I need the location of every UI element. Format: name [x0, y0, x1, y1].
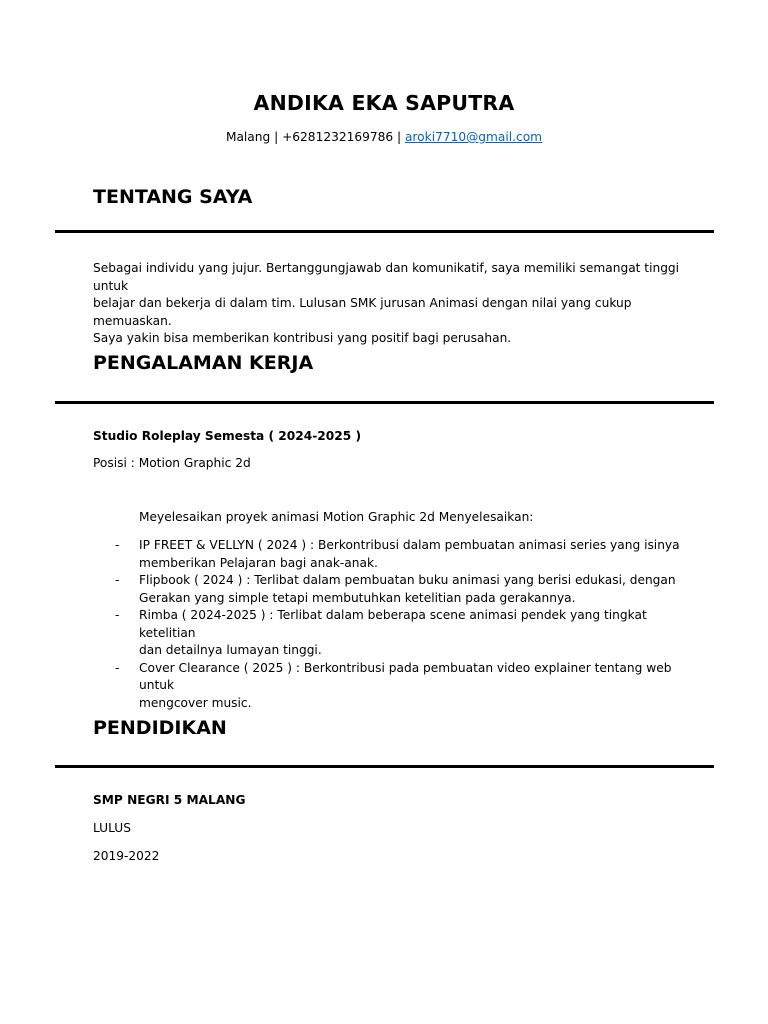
- section-divider: [55, 230, 714, 233]
- education-heading: PENDIDIKAN: [93, 717, 227, 739]
- project-line: Rimba ( 2024-2025 ) : Terlibat dalam beberapa scene animasi pendek yang tingkat ketelitian: [139, 608, 647, 640]
- job-position: Posisi : Motion Graphic 2d: [93, 456, 251, 470]
- contact-location-phone: Malang | +6281232169786 |: [225, 130, 405, 144]
- project-line: dan detailnya lumayan tinggi.: [139, 643, 322, 657]
- education-years: 2019-2022: [93, 849, 160, 863]
- email-link[interactable]: aroki7710@gmail.com: [404, 130, 543, 144]
- section-divider: [55, 765, 714, 768]
- about-line: belajar dan bekerja di dalam tim. Lulusan SMK jurusan Animasi dengan nilai yang cukup memuaskan.: [93, 296, 632, 328]
- experience-heading: PENGALAMAN KERJA: [93, 352, 314, 374]
- list-item: [111, 660, 691, 713]
- experience-intro: Meyelesaikan proyek animasi Motion Graphic 2d Menyelesaikan:: [139, 510, 534, 524]
- project-list: [111, 537, 691, 712]
- list-item: [111, 607, 691, 660]
- about-heading: TENTANG SAYA: [93, 186, 253, 208]
- project-line: mengcover music.: [139, 695, 252, 710]
- project-line: Cover Clearance ( 2025 ) : Berkontribusi pada pembuatan video explainer tentang web untuk: [139, 660, 672, 692]
- about-paragraph: [93, 260, 693, 348]
- bullet-dash: -: [115, 660, 120, 675]
- graduation-status: LULUS: [93, 821, 131, 835]
- about-line: Saya yakin bisa memberikan kontribusi yang positif bagi perusahan.: [93, 331, 512, 345]
- project-line: Flipbook ( 2024 ) : Terlibat dalam pembuatan buku animasi yang berisi edukasi, dengan: [139, 573, 676, 587]
- bullet-dash: -: [115, 608, 120, 622]
- bullet-dash: -: [115, 573, 120, 587]
- list-item: [111, 572, 691, 607]
- project-line: Gerakan yang simple tetapi membutuhkan ketelitian pada gerakannya.: [139, 590, 576, 605]
- section-divider: [55, 401, 714, 404]
- project-line: IP FREET & VELLYN ( 2024 ) : Berkontribusi dalam pembuatan animasi series yang isinya: [139, 538, 680, 552]
- candidate-name: ANDIKA EKA SAPUTRA: [253, 91, 515, 115]
- about-line: Sebagai individu yang jujur. Bertanggungjawab dan komunikatif, saya memiliki semangat tinggi untuk: [93, 261, 680, 293]
- school-name: SMP NEGRI 5 MALANG: [93, 793, 246, 807]
- bullet-dash: -: [115, 538, 120, 552]
- list-item: [111, 537, 691, 572]
- company-name: Studio Roleplay Semesta ( 2024-2025 ): [93, 429, 362, 443]
- contact-line: [0, 129, 768, 146]
- project-line: memberikan Pelajaran bagi anak-anak.: [139, 555, 378, 570]
